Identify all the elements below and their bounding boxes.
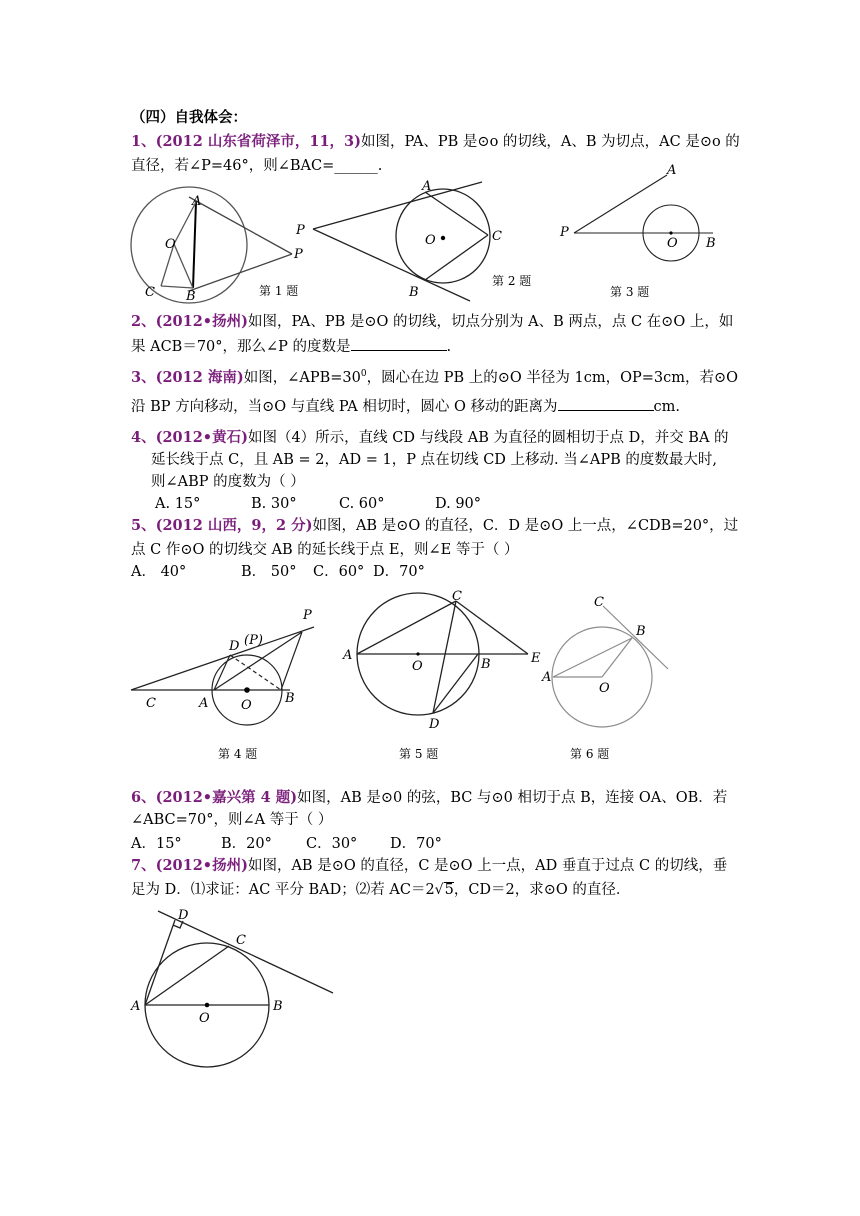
- fig3-center-dot: [669, 231, 672, 234]
- question-4-text-c: 则∠ABP 的度数为（ ）: [151, 474, 305, 490]
- question-4-text-a: 如图（4）所示，直线 CD 与线段 AB 为直径的圆相切于点 D，并交 BA 的: [247, 430, 729, 446]
- fig2-label-c: C: [492, 229, 502, 244]
- question-4-option-d: D. 90°: [435, 496, 482, 512]
- fig6-label-a: A: [542, 670, 552, 685]
- figure-6: [552, 606, 668, 727]
- fig4-center-dot: [244, 687, 250, 693]
- fig6-caption: 第 6 题: [570, 747, 610, 761]
- question-6-line-1: [131, 788, 727, 808]
- fig6-label-o: O: [599, 681, 610, 696]
- fig4-label-a: A: [199, 696, 209, 711]
- question-4-option-c: C. 60°: [339, 496, 385, 512]
- question-1-text-a: 如图，PA、PB 是⊙o 的切线，A、B 为切点，AC 是⊙o 的: [361, 134, 740, 150]
- question-5-option-b: B． 50°: [241, 564, 297, 580]
- fig5-label-o: O: [412, 659, 423, 674]
- question-4-number: 4、: [131, 429, 156, 446]
- fig2-label-b: B: [409, 285, 419, 300]
- question-3-sup: 0: [360, 369, 367, 379]
- question-3-line-2: [131, 396, 680, 417]
- question-3-line-1: [131, 364, 738, 388]
- fig1-label-o: O: [165, 237, 176, 252]
- fig5-label-d: D: [429, 717, 440, 732]
- question-1-number: 1、: [131, 133, 156, 150]
- question-4-options: [155, 494, 481, 514]
- fig7-label-b: B: [273, 999, 283, 1014]
- fig2-label-o: O: [425, 233, 436, 248]
- fig4-label-c: C: [146, 696, 156, 711]
- question-5-options: [131, 562, 425, 582]
- question-3-text-b-end: cm.: [653, 399, 680, 415]
- fig4-label-p-alt: (P): [244, 633, 263, 648]
- fig3-label-p: P: [560, 225, 569, 240]
- fig5-label-a: A: [343, 648, 353, 663]
- figure-4: [131, 627, 314, 725]
- question-3-text-a: 如图，∠APB=30: [243, 369, 361, 386]
- question-7-text-b2: ，CD＝2，求⊙O 的直径．: [453, 882, 631, 898]
- figure-5: [357, 593, 528, 715]
- question-6-text-b: ∠ABC=70°，则∠A 等于（ ）: [131, 812, 333, 828]
- fig4-label-p: P: [303, 608, 312, 623]
- fig3-label-a: A: [667, 163, 677, 178]
- question-6-number: 6、: [131, 789, 156, 806]
- question-6-options: [131, 834, 442, 854]
- question-2-text-b-end: .: [446, 339, 452, 355]
- fig7-label-c: C: [236, 933, 246, 948]
- fig5-caption: 第 5 题: [399, 747, 439, 761]
- fig7-center-dot: [205, 1003, 210, 1008]
- question-2-number: 2、: [131, 313, 156, 330]
- question-2-line-1: [131, 312, 733, 332]
- question-1-text-b: 直径，若∠P=46°，则∠BAC=______.: [131, 158, 383, 174]
- fig1-label-c: C: [145, 285, 155, 300]
- question-3-text-b: 沿 BP 方向移动，当⊙O 与直线 PA 相切时，圆心 O 移动的距离为: [131, 399, 558, 415]
- fig7-label-a: A: [131, 999, 141, 1014]
- fig6-label-c: C: [594, 595, 604, 610]
- sqrt-symbol: √: [434, 882, 444, 898]
- question-5-option-c: C．60°: [313, 564, 365, 580]
- question-3-source: (2012 海南): [155, 368, 244, 386]
- question-5-text-b: 点 C 作⊙O 的切线交 AB 的延长线于点 E，则∠E 等于（ ）: [131, 542, 519, 558]
- question-1-line-1: [131, 132, 740, 152]
- question-7-text-a: 如图，AB 是⊙O 的直径，C 是⊙O 上一点，AD 垂直于过点 C 的切线，垂: [247, 858, 728, 874]
- question-3-number: 3、: [131, 368, 156, 386]
- fig4-caption: 第 4 题: [218, 747, 258, 761]
- fig1-caption: 第 1 题: [259, 284, 299, 298]
- fig1-label-b: B: [186, 289, 196, 304]
- question-5-number: 5、: [131, 517, 156, 534]
- fig4-label-o: O: [241, 698, 252, 713]
- question-6-text-a: 如图，AB 是⊙0 的弦，BC 与⊙0 相切于点 B，连接 OA、OB．若: [297, 790, 728, 806]
- section-title: （四）自我体会：: [131, 109, 247, 126]
- question-4-option-b: B. 30°: [251, 496, 297, 512]
- fig5-label-c: C: [452, 589, 462, 604]
- fig6-label-b: B: [636, 624, 646, 639]
- question-4-option-a: A. 15°: [155, 496, 201, 512]
- question-6-option-a: A．15°: [131, 836, 182, 852]
- fig2-center-dot: [441, 236, 445, 240]
- question-7-number: 7、: [131, 857, 156, 874]
- question-2-text-a: 如图，PA、PB 是⊙O 的切线，切点分别为 A、B 两点，点 C 在⊙O 上，如: [247, 314, 734, 330]
- question-4-source: (2012•黄石): [155, 429, 248, 446]
- question-2-line-2: [131, 336, 451, 357]
- question-5-text-a: 如图，AB 是⊙O 的直径，C．D 是⊙O 上一点，∠CDB=20°，过: [312, 518, 739, 534]
- question-6-option-b: B．20°: [221, 836, 272, 852]
- question-7-text-b1: 足为 D．⑴求证：AC 平分 BAD；⑵若 AC＝2: [131, 882, 435, 898]
- fig4-label-b: B: [285, 691, 295, 706]
- fig5-label-e: E: [531, 651, 541, 666]
- fig1-label-p: P: [294, 247, 303, 262]
- question-5-option-d: D．70°: [373, 564, 425, 580]
- question-7-sqrt-radicand: 5: [444, 882, 454, 898]
- fig5-center-dot: [416, 652, 419, 655]
- question-2-source: (2012•扬州): [155, 313, 248, 330]
- fig2-caption: 第 2 题: [492, 274, 532, 288]
- figure-3: [574, 175, 713, 261]
- question-5-line-1: [131, 516, 738, 536]
- question-4-line-1: [131, 428, 729, 448]
- question-6-option-c: C．30°: [306, 836, 358, 852]
- question-5-source: (2012 山西，9，2 分): [155, 517, 313, 534]
- question-6-source: (2012•嘉兴第 4 题): [155, 789, 298, 806]
- fig2-label-p: P: [296, 223, 305, 238]
- fig7-label-o: O: [199, 1011, 210, 1026]
- question-3-text-a2: ，圆心在边 PB 上的⊙O 半径为 1cm，OP=3cm，若⊙O: [366, 369, 739, 386]
- question-4-text-b: 延长线于点 C，且 AB = 2，AD = 1，P 点在切线 CD 上移动. 当∠APB 的度数最大时,: [151, 452, 717, 468]
- question-2-answer-blank: [351, 336, 447, 351]
- question-7-line-2: [131, 880, 630, 900]
- fig7-label-d: D: [178, 908, 189, 923]
- question-3-answer-blank: [558, 396, 654, 411]
- question-7-source: (2012•扬州): [155, 857, 248, 874]
- question-2-text-b: 果 ACB＝70°，那么∠P 的度数是: [131, 339, 351, 355]
- fig4-label-d: D: [229, 639, 240, 654]
- figure-row-2: [0, 586, 860, 766]
- fig2-label-a: A: [422, 179, 432, 194]
- fig3-label-o: O: [667, 236, 678, 251]
- figure-2: [313, 182, 490, 301]
- fig5-label-b: B: [481, 657, 491, 672]
- fig3-caption: 第 3 题: [610, 285, 650, 299]
- question-6-option-d: D．70°: [390, 836, 442, 852]
- fig3-label-b: B: [706, 236, 716, 251]
- question-1-source: (2012 山东省荷泽市，11，3): [155, 133, 361, 150]
- question-5-option-a: A． 40°: [131, 564, 187, 580]
- figure-7: [0, 898, 860, 1078]
- question-7-line-1: [131, 856, 727, 876]
- fig1-label-a: A: [192, 194, 202, 209]
